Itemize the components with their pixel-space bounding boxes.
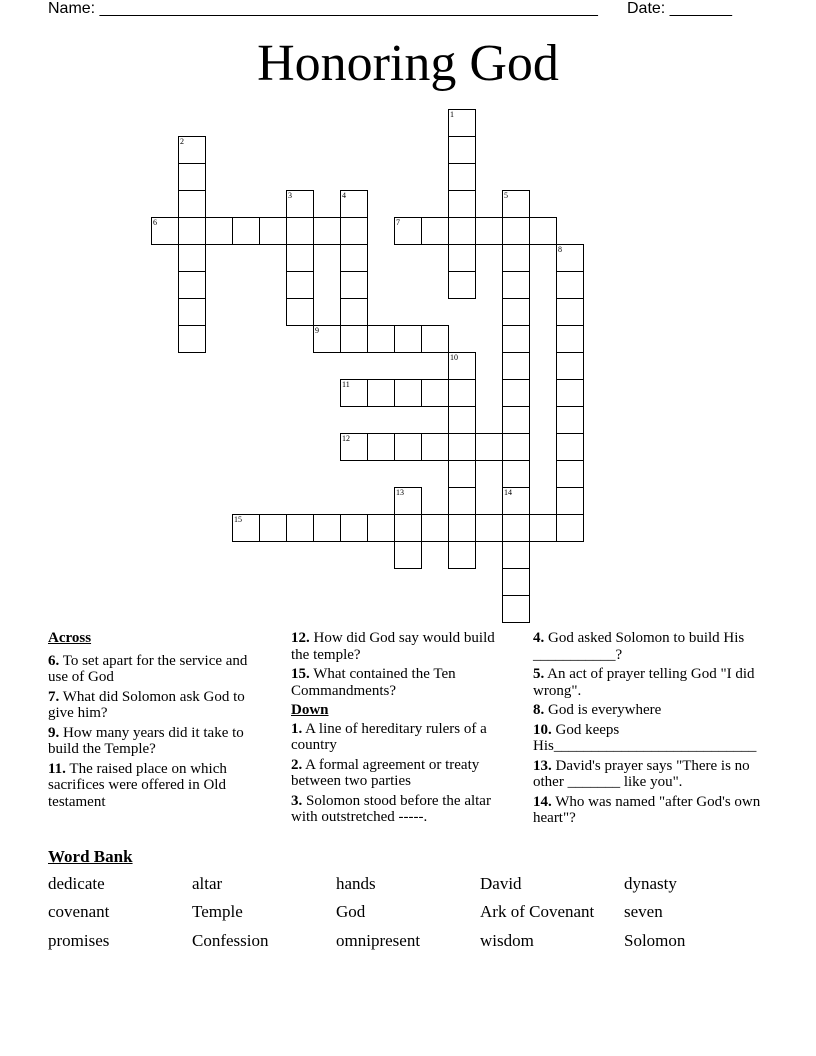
clue-number: 2 <box>180 137 184 146</box>
clue-number: 14 <box>504 488 512 497</box>
clue-item-text: A formal agreement or treaty between two parties <box>291 756 480 789</box>
grid-cell[interactable] <box>556 460 584 488</box>
grid-cell[interactable] <box>421 217 449 245</box>
clue-item <box>533 702 773 719</box>
clue-item <box>533 794 773 827</box>
grid-cell[interactable] <box>502 433 530 461</box>
clue-item <box>533 758 773 791</box>
grid-cell[interactable] <box>367 379 395 407</box>
grid-cell[interactable] <box>394 325 422 353</box>
word-bank-word: hands <box>336 874 376 893</box>
grid-cell[interactable] <box>448 244 476 272</box>
grid-cell[interactable] <box>556 298 584 326</box>
grid-cell[interactable] <box>178 244 206 272</box>
grid-cell[interactable] <box>502 190 530 218</box>
grid-cell[interactable] <box>502 460 530 488</box>
grid-cell[interactable] <box>286 244 314 272</box>
clue-item <box>291 721 513 754</box>
grid-cell[interactable] <box>502 352 530 380</box>
grid-cell[interactable] <box>394 514 422 542</box>
grid-cell[interactable] <box>448 487 476 515</box>
across-clues-list-continued <box>291 630 513 699</box>
clue-number: 4 <box>342 191 346 200</box>
clue-item-number: 12. <box>291 630 310 646</box>
grid-cell[interactable] <box>286 298 314 326</box>
clue-item-text: God keeps His___________________________ <box>533 721 757 754</box>
grid-cell[interactable] <box>448 271 476 299</box>
clue-item-number: 1. <box>291 720 303 737</box>
grid-cell[interactable] <box>178 136 206 164</box>
clue-item-number: 8. <box>533 702 545 718</box>
word-bank-word: wisdom <box>480 931 534 950</box>
clue-item-text: What contained the Ten Commandments? <box>291 666 456 699</box>
word-bank-title: Word Bank <box>48 847 133 866</box>
grid-cell[interactable] <box>448 541 476 569</box>
clue-number: 10 <box>450 353 458 362</box>
clue-item-number: 14. <box>533 793 552 810</box>
clue-item <box>48 725 268 758</box>
clue-item-text: God asked Solomon to build His ___________? <box>533 630 745 663</box>
clue-item-text: David's prayer says "There is no other _______ like you". <box>533 757 750 790</box>
grid-cell[interactable] <box>502 271 530 299</box>
word-bank-word: covenant <box>48 902 110 921</box>
grid-cell[interactable] <box>448 406 476 434</box>
clues-column-3 <box>533 630 773 830</box>
clue-number: 9 <box>315 326 319 335</box>
grid-cell[interactable] <box>178 163 206 191</box>
grid-cell[interactable] <box>502 325 530 353</box>
clue-item-text: Solomon stood before the altar with outstretched -----. <box>291 792 491 825</box>
clue-item-number: 2. <box>291 756 303 773</box>
grid-cell[interactable] <box>502 514 530 542</box>
grid-cell[interactable] <box>286 190 314 218</box>
grid-cell[interactable] <box>313 514 341 542</box>
clue-item-text: Who was named "after God's own heart"? <box>533 793 761 826</box>
clue-item-text: The raised place on which sacrifices were offered in Old testament <box>48 760 227 810</box>
clue-item-number: 6. <box>48 652 60 669</box>
clue-item-text: How did God say would build the temple? <box>291 630 495 663</box>
grid-cell[interactable] <box>448 433 476 461</box>
clue-item-number: 13. <box>533 757 552 774</box>
clue-number: 6 <box>153 218 157 227</box>
word-bank-word: dedicate <box>48 874 105 893</box>
clue-number: 7 <box>396 218 400 227</box>
grid-cell[interactable] <box>286 514 314 542</box>
clue-item <box>533 666 773 699</box>
clue-item-number: 7. <box>48 688 60 705</box>
grid-cell[interactable] <box>448 379 476 407</box>
clue-item-text: To set apart for the service and use of God <box>48 652 248 685</box>
grid-cell[interactable] <box>313 217 341 245</box>
grid-cell[interactable] <box>502 298 530 326</box>
down-heading: Down <box>291 702 329 718</box>
clue-item-number: 15. <box>291 666 310 682</box>
word-bank-word: omnipresent <box>336 931 421 950</box>
grid-cell[interactable] <box>286 217 314 245</box>
grid-cell[interactable] <box>448 217 476 245</box>
grid-cell[interactable] <box>394 433 422 461</box>
clue-item-number: 9. <box>48 724 60 741</box>
clue-item <box>291 757 513 790</box>
grid-cell[interactable] <box>421 433 449 461</box>
clue-number: 13 <box>396 488 404 497</box>
word-bank-word: seven <box>624 902 663 921</box>
grid-cell[interactable] <box>556 406 584 434</box>
grid-cell[interactable] <box>502 568 530 596</box>
word-bank-word: God <box>336 902 366 921</box>
down-clues-list <box>291 721 513 826</box>
grid-cell[interactable] <box>529 217 557 245</box>
clue-item <box>48 653 268 686</box>
clue-item-number: 11. <box>48 760 66 777</box>
word-bank-word: Confession <box>192 931 269 950</box>
clue-item <box>291 666 513 699</box>
grid-cell[interactable] <box>178 271 206 299</box>
clue-item-number: 10. <box>533 721 552 738</box>
clue-item <box>533 722 773 755</box>
grid-cell[interactable] <box>421 325 449 353</box>
clues-column-1 <box>48 630 268 813</box>
grid-cell[interactable] <box>340 298 368 326</box>
grid-cell[interactable] <box>205 217 233 245</box>
grid-cell[interactable] <box>502 217 530 245</box>
clue-item-number: 3. <box>291 792 303 809</box>
grid-cell[interactable] <box>394 541 422 569</box>
grid-cell[interactable] <box>556 433 584 461</box>
grid-cell[interactable] <box>448 109 476 137</box>
clue-number: 12 <box>342 434 350 443</box>
grid-cell[interactable] <box>556 514 584 542</box>
grid-cell[interactable] <box>340 514 368 542</box>
clue-item <box>291 630 513 663</box>
grid-cell[interactable] <box>151 217 179 245</box>
clue-item-text: How many years did it take to build the Temple? <box>48 724 244 757</box>
grid-cell[interactable] <box>340 433 368 461</box>
grid-cell[interactable] <box>421 514 449 542</box>
clue-item <box>533 630 773 663</box>
clue-item-text: God is everywhere <box>544 702 662 718</box>
clue-number: 11 <box>342 380 350 389</box>
grid-cell[interactable] <box>178 325 206 353</box>
grid-cell[interactable] <box>556 487 584 515</box>
grid-cell[interactable] <box>313 325 341 353</box>
word-bank-word: David <box>480 874 522 893</box>
word-bank-word: altar <box>192 874 223 893</box>
date-field[interactable]: Date: _______ <box>627 0 732 17</box>
grid-cell[interactable] <box>448 352 476 380</box>
across-heading: Across <box>48 630 92 646</box>
down-clues-list-continued <box>533 630 773 827</box>
grid-cell[interactable] <box>340 190 368 218</box>
grid-cell[interactable] <box>448 190 476 218</box>
clue-item <box>48 761 268 811</box>
grid-cell[interactable] <box>178 298 206 326</box>
grid-cell[interactable] <box>556 325 584 353</box>
grid-cell[interactable] <box>556 379 584 407</box>
clue-item-text: A line of hereditary rulers of a country <box>291 720 487 753</box>
word-bank-word: Ark of Covenant <box>480 902 595 921</box>
across-clues-list <box>48 653 268 811</box>
grid-cell[interactable] <box>475 514 503 542</box>
grid-cell[interactable] <box>448 136 476 164</box>
clue-number: 1 <box>450 110 454 119</box>
grid-cell[interactable] <box>367 433 395 461</box>
grid-cell[interactable] <box>178 190 206 218</box>
grid-cell[interactable] <box>367 325 395 353</box>
grid-cell[interactable] <box>502 541 530 569</box>
word-bank-word: Solomon <box>624 931 686 950</box>
name-field[interactable]: Name: ________________________________________________________ <box>48 0 598 17</box>
clue-number: 8 <box>558 245 562 254</box>
grid-cell[interactable] <box>502 406 530 434</box>
grid-cell[interactable] <box>178 217 206 245</box>
grid-cell[interactable] <box>340 325 368 353</box>
clue-number: 15 <box>234 515 242 524</box>
clue-item-number: 5. <box>533 666 545 682</box>
grid-cell[interactable] <box>421 379 449 407</box>
grid-cell[interactable] <box>232 217 260 245</box>
grid-cell[interactable] <box>367 514 395 542</box>
page-title: Honoring God <box>257 35 559 92</box>
grid-cell[interactable] <box>448 163 476 191</box>
word-bank-word: dynasty <box>624 874 677 893</box>
grid-cell[interactable] <box>448 460 476 488</box>
clue-item-text: An act of prayer telling God "I did wrong". <box>533 666 755 699</box>
grid-cell[interactable] <box>448 514 476 542</box>
grid-cell[interactable] <box>259 514 287 542</box>
clue-item <box>291 793 513 826</box>
grid-cell[interactable] <box>556 271 584 299</box>
grid-cell[interactable] <box>502 244 530 272</box>
grid-cell[interactable] <box>340 379 368 407</box>
grid-cell[interactable] <box>502 595 530 623</box>
grid-cell[interactable] <box>529 514 557 542</box>
grid-cell[interactable] <box>340 244 368 272</box>
grid-cell[interactable] <box>556 352 584 380</box>
clue-item <box>48 689 268 722</box>
grid-cell[interactable] <box>475 217 503 245</box>
clue-item-text: What did Solomon ask God to give him? <box>48 688 245 721</box>
grid-cell[interactable] <box>556 244 584 272</box>
clue-number: 5 <box>504 191 508 200</box>
clue-number: 3 <box>288 191 292 200</box>
grid-cell[interactable] <box>394 217 422 245</box>
grid-cell[interactable] <box>394 487 422 515</box>
grid-cell[interactable] <box>232 514 260 542</box>
grid-cell[interactable] <box>475 433 503 461</box>
grid-cell[interactable] <box>259 217 287 245</box>
grid-cell[interactable] <box>502 487 530 515</box>
grid-cell[interactable] <box>340 271 368 299</box>
grid-cell[interactable] <box>394 379 422 407</box>
word-bank-word: Temple <box>192 902 243 921</box>
word-bank-word: promises <box>48 931 110 950</box>
clues-column-2 <box>291 630 513 829</box>
grid-cell[interactable] <box>340 217 368 245</box>
grid-cell[interactable] <box>502 379 530 407</box>
clue-item-number: 4. <box>533 630 545 646</box>
grid-cell[interactable] <box>286 271 314 299</box>
